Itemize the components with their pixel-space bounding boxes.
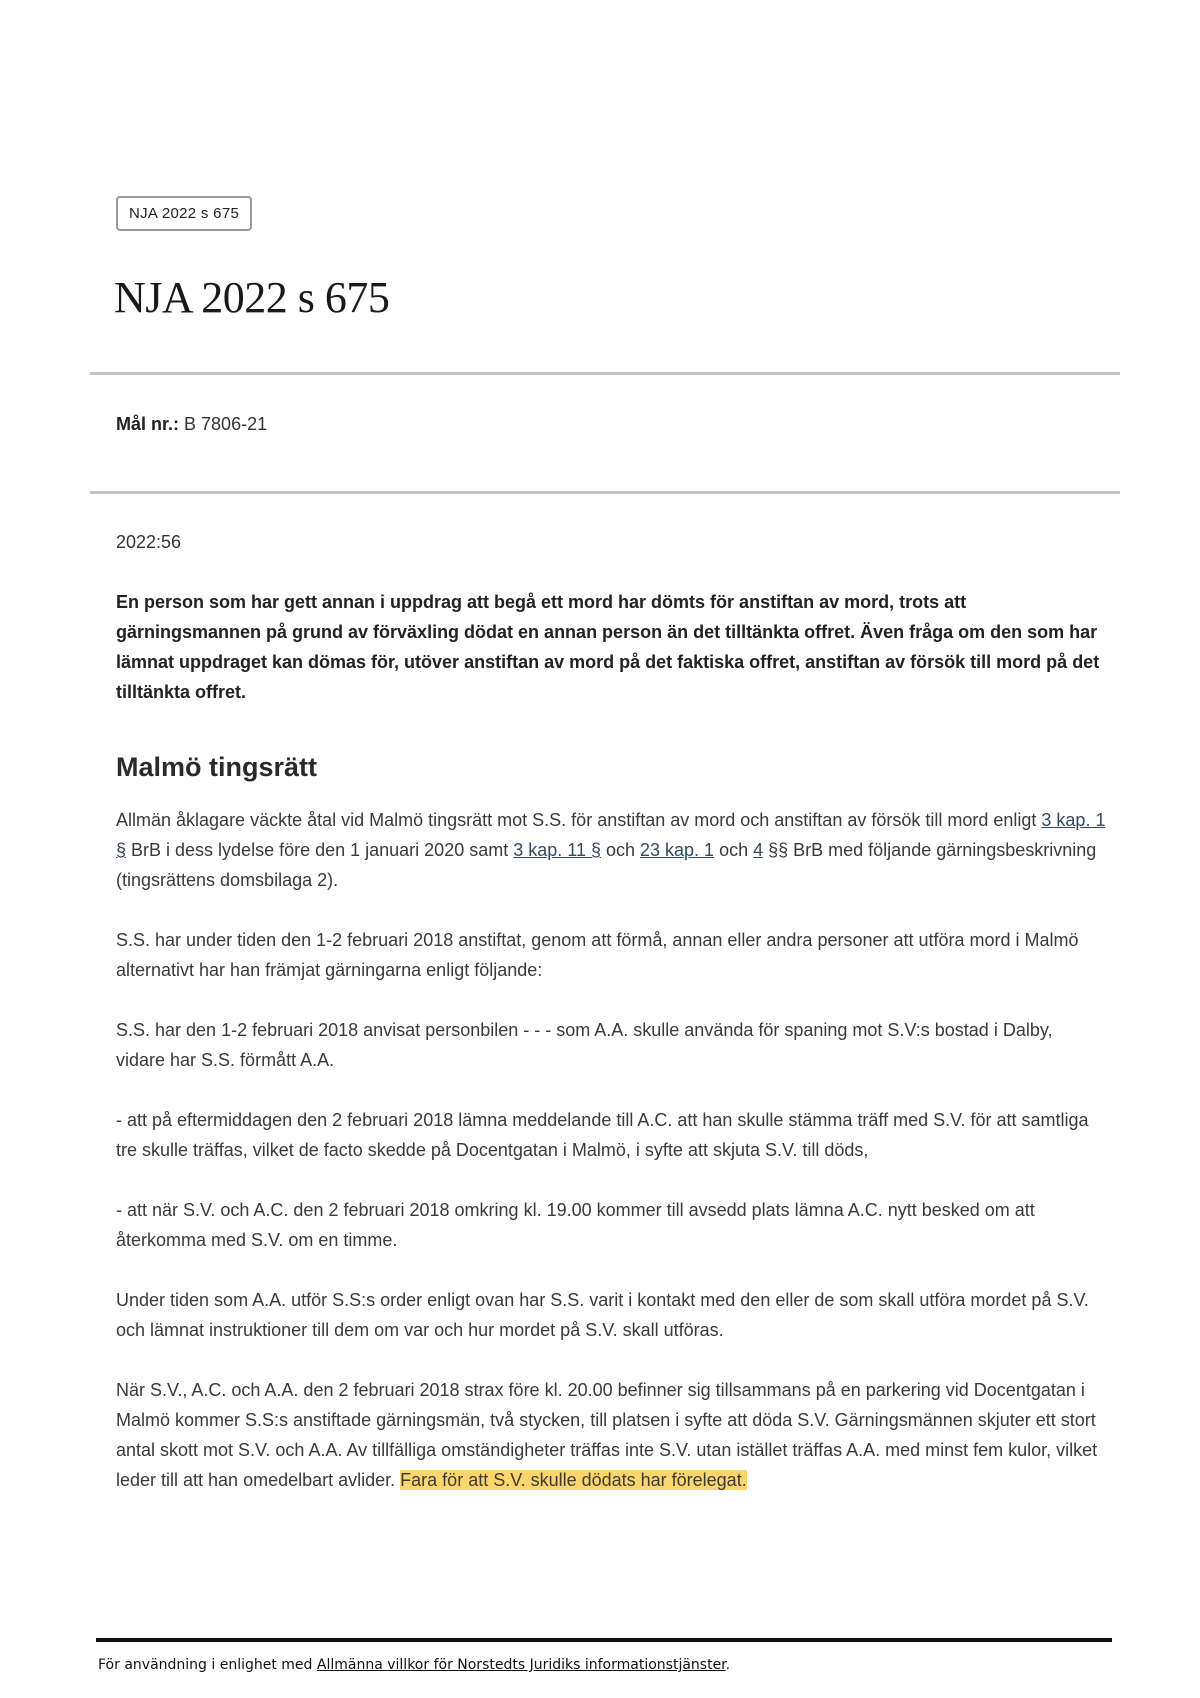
case-number-value: B 7806-21 [184,414,268,434]
paragraph: S.S. har under tiden den 1-2 februari 2018 anstiftat, genom att förmå, annan eller andra personer att utföra mord i Malmö alternativt har han främjat gärningarna enligt följande: [116,930,1079,980]
paragraph: När S.V., A.C. och A.A. den 2 februari 2018 strax före kl. 20.00 befinner sig tillsammans på en parkering vid Docentgatan i Malmö kommer S.S:s anstiftade gärningsmän, två stycken, till platsen i syfte att döda S.V. Gärningsmännen skjuter ett stort antal skott mot S.V. och A.A. Av tillfälliga omständigheter träffas inte S.V. utan istället träffas A.A. med minst fem kulor, vilket leder till att han omedelbart avlider. Fara för att S.V. skulle dödats har förelegat. [116,1380,1098,1490]
court-heading: Malmö tingsrätt [116,752,318,782]
law-link-23-kap-1[interactable]: 23 kap. 1 [640,840,715,860]
paragraph: Under tiden som A.A. utför S.S:s order enligt ovan har S.S. varit i kontakt med den eller de som skall utföra mordet på S.V. och lämnat instruktioner till dem om var och hur mordet på S.V. skall utföras. [116,1290,1089,1340]
law-link-3-kap-11[interactable]: 3 kap. 11 § [513,840,601,860]
document-badge: NJA 2022 s 675 [116,196,252,231]
terms-link[interactable]: Allmänna villkor för Norstedts Juridiks informationstjänster [316,1657,726,1673]
highlighted-text: Fara för att S.V. skulle dödats har förelegat. [400,1470,747,1490]
footer: För användning i enlighet med Allmänna villkor för Norstedts Juridiks informationstjänster. [98,1657,731,1673]
decision-id: 2022:56 [116,532,182,552]
law-link-4[interactable]: 4 [753,840,764,860]
paragraph: S.S. har den 1-2 februari 2018 anvisat personbilen - - - som A.A. skulle använda för spaning mot S.V:s bostad i Dalby, vidare har S.S. förmått A.A. [116,1020,1053,1070]
case-summary: En person som har gett annan i uppdrag att begå ett mord har dömts för anstiftan av mord, trots att gärningsmannen på grund av förväxling dödat en annan person än det tilltänkta offret. Även fråga om den som har lämnat uppdraget kan dömas för, utöver anstiftan av mord på det faktiska offret, anstiftan av försök till mord på det tilltänkta offret. [116,592,1100,702]
law-link-3-kap-1[interactable]: 3 kap. 1 § [116,810,1106,860]
case-number [116,414,267,435]
divider [90,491,1120,494]
paragraph: Allmän åklagare väckte åtal vid Malmö tingsrätt mot S.S. för anstiftan av mord och anstiftan av försök till mord enligt 3 kap. 1 § BrB i dess lydelse före den 1 januari 2020 samt 3 kap. 11 § och 23 kap. 1 och 4 §§ BrB med följande gärningsbeskrivning (tingsrättens domsbilaga 2). [116,810,1106,890]
paragraph: - att på eftermiddagen den 2 februari 2018 lämna meddelande till A.C. att han skulle stämma träff med S.V. för att samtliga tre skulle träffas, vilket de facto skedde på Docentgatan i Malmö, i syfte att skjuta S.V. till döds, [116,1110,1089,1160]
judgment-text [116,805,1106,1525]
footer-divider [96,1638,1112,1642]
page-title: NJA 2022 s 675 [114,273,390,322]
divider [90,372,1120,375]
paragraph: - att när S.V. och A.C. den 2 februari 2018 omkring kl. 19.00 kommer till avsedd plats lämna A.C. nytt besked om att återkomma med S.V. om en timme. [116,1200,1035,1250]
case-number-label: Mål nr.: [116,414,180,434]
